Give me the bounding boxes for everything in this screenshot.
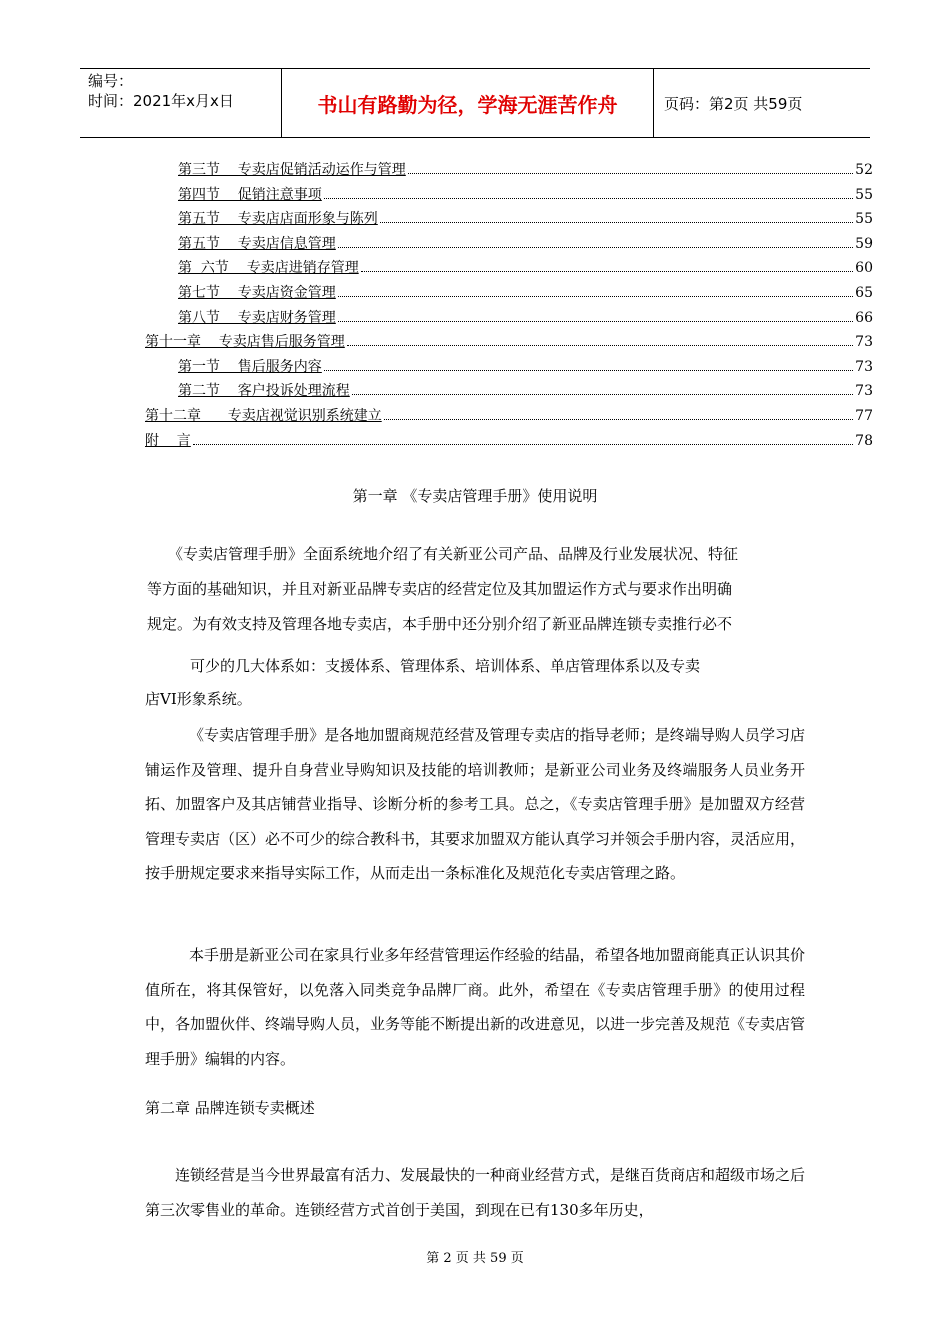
toc-entry-page: 59: [855, 235, 873, 252]
toc-entry[interactable]: [145, 330, 873, 355]
paragraph-1-line: 《专卖店管理手册》全面系统地介绍了有关新亚公司产品、品牌及行业发展状况、特征: [168, 545, 739, 563]
toc-entry-title[interactable]: 第一节 售后服务内容: [178, 358, 322, 375]
toc-entry-page: 66: [855, 309, 873, 326]
toc-entry-title[interactable]: 第二节 客户投诉处理流程: [178, 383, 350, 400]
toc-entry[interactable]: [145, 232, 873, 257]
toc-leader: [384, 405, 853, 420]
toc-entry-page: 73: [855, 334, 873, 351]
toc-leader: [193, 430, 853, 445]
paragraph-3: 本手册是新亚公司在家具行业多年经营管理运作经验的结晶，希望各地加盟商能真正认识其价值所在，将其保管好，以免落入同类竞争品牌厂商。此外，希望在《专卖店管理手册》的使用过程中，各加盟伙伴、终端导购人员，业务等能不断提出新的改进意见，以进一步完善及规范《专卖店管理手册》编辑的内容。: [145, 946, 806, 1068]
toc-entry[interactable]: [145, 306, 873, 331]
toc-leader: [324, 184, 853, 199]
toc-entry[interactable]: [145, 207, 873, 232]
toc-entry[interactable]: [145, 379, 873, 404]
toc-leader: [352, 380, 853, 395]
toc-leader: [338, 307, 853, 322]
toc-entry-page: 55: [855, 211, 873, 228]
toc-entry[interactable]: [145, 281, 873, 306]
toc-entry[interactable]: [145, 158, 873, 183]
toc-entry[interactable]: [145, 404, 873, 429]
toc-entry-page: 78: [855, 432, 873, 449]
toc-entry[interactable]: [145, 355, 873, 380]
toc-entry-page: 65: [855, 284, 873, 301]
toc-entry-page: 52: [855, 162, 873, 178]
paragraph-1-line: 规定。为有效支持及管理各地专卖店，本手册中还分别介绍了新亚品牌连锁专卖推行必不: [147, 615, 733, 633]
number-label: 编号：: [88, 72, 134, 90]
toc-entry[interactable]: [145, 256, 873, 281]
toc-entry-title[interactable]: 第五节 专卖店店面形象与陈列: [178, 211, 378, 228]
page-header: [80, 68, 870, 138]
toc-entry-title[interactable]: 第 六节 专卖店进销存管理: [178, 260, 359, 277]
chapter-1-title: 第一章 《专卖店管理手册》使用说明: [352, 487, 598, 505]
toc-entry-title[interactable]: 第十二章 专卖店视觉识别系统建立: [145, 407, 382, 424]
table-of-contents: [145, 158, 873, 453]
page-footer: 第 2 页 共 59 页: [426, 1251, 524, 1266]
toc-leader: [347, 331, 853, 346]
toc-entry-page: 55: [855, 186, 873, 203]
toc-entry-title[interactable]: 第三节 专卖店促销活动运作与管理: [178, 162, 406, 178]
paragraph-1-line: 可少的几大体系如：支援体系、管理体系、培训体系、单店管理体系以及专卖: [190, 657, 701, 675]
toc-leader: [361, 257, 853, 272]
toc-entry-page: 73: [855, 358, 873, 375]
toc-entry-page: 60: [855, 260, 873, 277]
toc-entry-title[interactable]: 第四节 促销注意事项: [178, 186, 322, 203]
toc-leader: [338, 233, 853, 248]
toc-entry-title[interactable]: 第十一章 专卖店售后服务管理: [145, 334, 345, 351]
toc-entry[interactable]: [145, 429, 873, 454]
toc-leader: [324, 356, 853, 371]
paragraph-1-line: 店VI形象系统。: [145, 690, 252, 708]
toc-entry-title[interactable]: 第五节 专卖店信息管理: [178, 235, 336, 252]
toc-entry[interactable]: [145, 183, 873, 208]
toc-leader: [380, 208, 853, 223]
toc-leader: [338, 282, 853, 297]
toc-entry-title[interactable]: 附 言: [145, 432, 191, 449]
paragraph-4: 连锁经营是当今世界最富有活力、发展最快的一种商业经营方式，是继百货商店和超级市场之后第三次零售业的革命。连锁经营方式首创于美国，到现在已有130多年历史，: [145, 1166, 806, 1219]
header-page-label: 页码：第2页 共59页: [664, 94, 803, 113]
header-meta: [80, 69, 282, 137]
toc-entry-page: 77: [855, 407, 873, 424]
toc-entry-title[interactable]: 第八节 专卖店财务管理: [178, 309, 336, 326]
chapter-2-title: 第二章 品牌连锁专卖概述: [145, 1099, 315, 1117]
paragraph-2: 《专卖店管理手册》是各地加盟商规范经营及管理专卖店的指导老师；是终端导购人员学习店铺运作及管理、提升自身营业导购知识及技能的培训教师；是新亚公司业务及终端服务人员业务开拓、加盟客户及其店铺营业指导、诊断分析的参考工具。总之，《专卖店管理手册》是加盟双方经营管理专卖店（区）必不可少的综合教科书，其要求加盟双方能认真学习并领会手册内容，灵活应用，按手册规定要求来指导实际工作，从而走出一条标准化及规范化专卖店管理之路。: [145, 726, 806, 882]
date-label: 时间：2021年x月x日: [88, 92, 234, 110]
toc-entry-title[interactable]: 第七节 专卖店资金管理: [178, 284, 336, 301]
header-motto: 书山有路勤为径，学海无涯苦作舟: [282, 69, 654, 137]
paragraph-1-line: 等方面的基础知识，并且对新亚品牌专卖店的经营定位及其加盟运作方式与要求作出明确: [147, 580, 733, 598]
toc-entry-page: 73: [855, 383, 873, 400]
toc-leader: [408, 159, 853, 174]
